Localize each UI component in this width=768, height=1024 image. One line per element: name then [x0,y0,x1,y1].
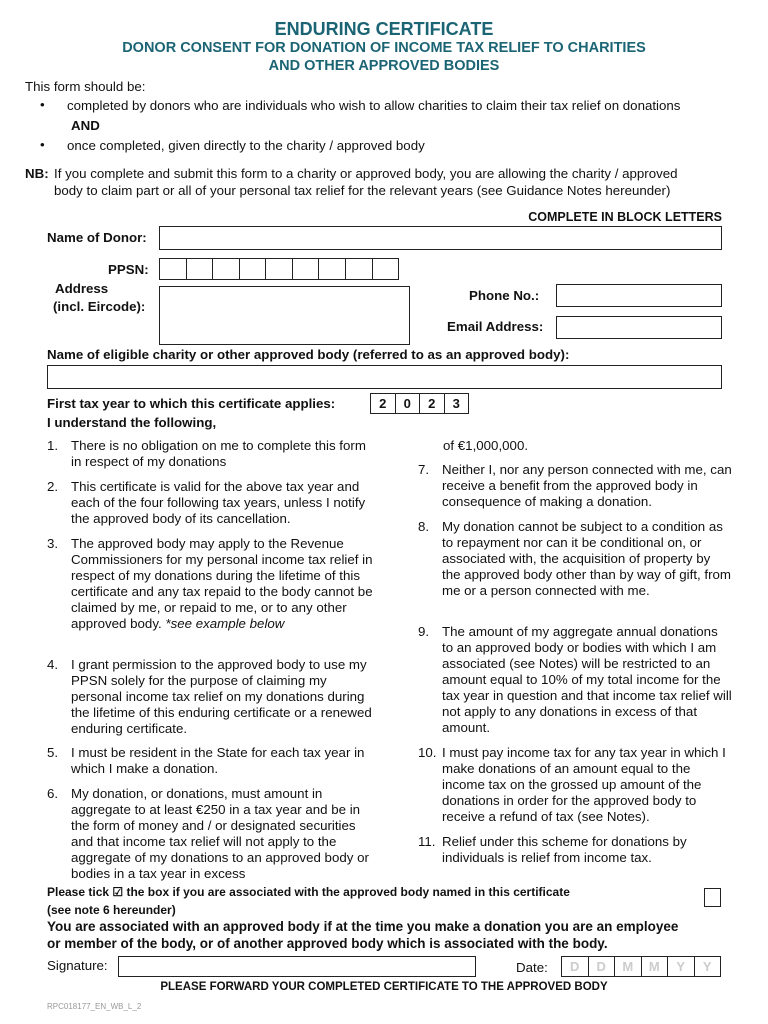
condition-text [442,624,732,736]
date-input[interactable] [561,956,721,977]
condition-text [71,438,377,470]
form-code: RPC018177_EN_WB_L_2 [47,1002,142,1011]
condition-text-body: I must pay income tax for any tax year in which I make donations of an amount equal to the income tax on the grossed up amount of the donations in order for the approved body to receive a refund of tax (see Notes). [442,745,726,824]
charity-label: Name of eligible charity or other approved body (referred to as an approved body): [47,347,570,362]
condition-number: 8. [418,519,430,534]
condition-continuation: of €1,000,000. [443,438,529,453]
tax-year-digit: 2 [419,394,444,413]
condition-text [442,519,732,599]
block-letters-note: COMPLETE IN BLOCK LETTERS [528,210,722,224]
condition-text-body: I must be resident in the State for each tax year in which I make a donation. [71,745,365,776]
condition-text [71,657,377,737]
condition-number: 7. [418,462,430,477]
associated-checkbox[interactable] [704,888,721,907]
signature-label: Signature: [47,958,108,973]
tax-year-label: First tax year to which this certificate applies: [47,396,336,411]
condition-number: 3. [47,536,59,551]
condition-text-body: My donation, or donations, must amount in aggregate to at least €250 in a tax year and be in the form of money and / or designated securities and that income tax relief will not apply to the aggregate of my donations to an approved body or bodies in a tax year in excess [71,786,369,881]
condition-text-body: My donation cannot be subject to a condition as to repayment nor can it be conditional on, or associated with, the acquisition of property by the approved body other than by way of gift, from me or a person connected with me. [442,519,732,598]
nb-label: NB: [25,166,49,181]
date-label: Date: [516,960,548,975]
condition-text-body: Neither I, nor any person connected with me, can receive a benefit from the approved body in consequence of making a donation. [442,462,732,509]
condition-number: 6. [47,786,59,801]
condition-text-body: This certificate is valid for the above tax year and each of the four following tax years, unless I notify the approved body of its cancellation. [71,479,366,526]
condition-number: 9. [418,624,430,639]
date-placeholder: Y [667,957,694,976]
address-label: Address [55,281,109,296]
address-label-eircode: (incl. Eircode): [53,299,146,314]
form-subtitle-2: AND OTHER APPROVED BODIES [268,58,500,74]
intro-bullet-2: once completed, given directly to the charity / approved body [67,138,425,153]
understand-heading: I understand the following, [47,415,217,430]
date-placeholder: D [570,959,580,974]
condition-text-body: There is no obligation on me to complete this form in respect of my donations [71,438,366,469]
condition-text [442,834,732,866]
signature-input[interactable] [118,956,476,977]
tax-year-digit: 3 [444,394,469,413]
condition-text-body: The approved body may apply to the Revenue Commissioners for my personal income tax relief in respect of my donations during the lifetime of this certificate and any tax repaid to the body cannot be claimed by me, or repaid to me, or to any other approved body. [71,536,373,631]
condition-number: 11. [418,834,436,849]
intro-bullet-1: completed by donors who are individuals who wish to allow charities to claim their tax relief on donations [67,98,681,113]
tax-year-digit: 0 [395,394,420,413]
charity-name-input[interactable] [47,365,722,389]
condition-text [442,745,732,825]
tick-note: (see note 6 hereunder) [47,903,176,917]
form-subtitle-1: DONOR CONSENT FOR DONATION OF INCOME TAX RELIEF TO CHARITIES [122,40,646,56]
condition-number: 5. [47,745,59,760]
condition-number: 2. [47,479,59,494]
condition-text [71,536,377,632]
ppsn-label: PPSN: [108,262,149,277]
associated-line-1: You are associated with an approved body if at the time you make a donation you are an employee [47,919,679,934]
condition-number: 10. [418,745,437,760]
email-input[interactable] [556,316,722,339]
date-placeholder: Y [694,957,721,976]
tax-year-digit: 2 [379,396,387,411]
name-label: Name of Donor: [47,230,147,245]
condition-text-body: Relief under this scheme for donations by individuals is relief from income tax. [442,834,687,865]
condition-number: 1. [47,438,59,453]
email-label: Email Address: [447,319,544,334]
phone-input[interactable] [556,284,722,307]
associated-line-2: or member of the body, or of another approved body which is associated with the body. [47,936,608,951]
tick-instruction: Please tick ☑ the box if you are associated with the approved body named in this certificate [47,885,570,899]
forward-instruction: PLEASE FORWARD YOUR COMPLETED CERTIFICATE TO THE APPROVED BODY [160,981,608,993]
condition-text-body: I grant permission to the approved body to use my PPSN solely for the purpose of claiming my personal income tax relief on my donations during the lifetime of this enduring certificate or a renewed enduring certificate. [71,657,372,736]
date-placeholder: D [588,957,615,976]
condition-text [71,786,377,882]
form-title: ENDURING CERTIFICATE [274,19,494,39]
nb-line-2: body to claim part or all of your personal tax relief for the relevant years (see Guidance Notes hereunder) [54,183,671,198]
condition-text [71,479,377,527]
tax-year-input[interactable] [370,393,469,414]
intro-and: AND [71,118,100,133]
condition-text [71,745,377,777]
address-input[interactable] [159,286,410,345]
nb-line-1: If you complete and submit this form to a charity or approved body, you are allowing the charity / approved [54,166,678,181]
ppsn-input[interactable] [159,258,399,280]
condition-number: 4. [47,657,59,672]
condition-text [442,462,732,510]
phone-label: Phone No.: [469,288,540,303]
condition-example-note: *see example below [165,616,285,631]
condition-text-body: The amount of my aggregate annual donations to an approved body or bodies with which I am associated (see Notes) will be restricted to an amount equal to 10% of my total income for the tax year in question and that income tax relief will not apply to any donations in excess of that amount. [442,624,732,735]
donor-name-input[interactable] [159,226,722,250]
date-placeholder: M [614,957,641,976]
intro-lead: This form should be: [25,79,146,94]
bullet-icon: • [40,97,45,112]
date-placeholder: M [641,957,668,976]
bullet-icon: • [40,137,45,152]
